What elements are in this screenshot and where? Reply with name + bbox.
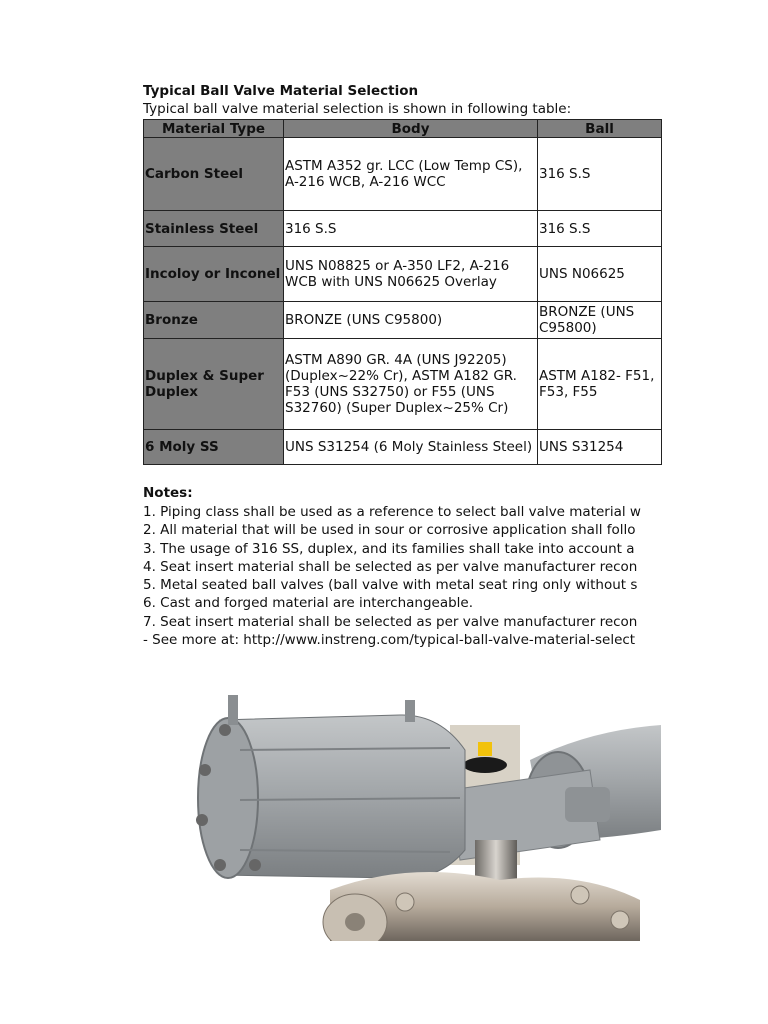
notes-heading: Notes: (143, 485, 193, 501)
cell-body: UNS S31254 (6 Moly Stainless Steel) (284, 430, 538, 465)
intro-text: Typical ball valve material selection is shown in following table: (143, 101, 572, 117)
header-body: Body (284, 120, 538, 138)
cell-body: UNS N08825 or A-350 LF2, A-216 WCB with UNS N06625 Overlay (284, 247, 538, 302)
cell-body: ASTM A352 gr. LCC (Low Temp CS), A-216 WCB, A-216 WCC (284, 138, 538, 211)
cell-body: 316 S.S (284, 211, 538, 247)
cell-ball: UNS N06625 (538, 247, 662, 302)
cell-body: BRONZE (UNS C95800) (284, 302, 538, 339)
notes-list (143, 503, 661, 649)
table-row (144, 339, 662, 430)
cell-material-type: Bronze (144, 302, 284, 339)
cell-ball: 316 S.S (538, 138, 662, 211)
table-row (144, 211, 662, 247)
note-item: 6. Cast and forged material are interchangeable. (143, 595, 474, 612)
table-row (144, 247, 662, 302)
cell-ball: ASTM A182- F51, F53, F55 (538, 339, 662, 430)
table-row (144, 430, 662, 465)
header-ball: Ball (538, 120, 662, 138)
table-row (144, 302, 662, 339)
cell-material-type: Stainless Steel (144, 211, 284, 247)
valve-illustration (180, 690, 661, 941)
cell-material-type: Duplex & Super Duplex (144, 339, 284, 430)
cell-material-type: Carbon Steel (144, 138, 284, 211)
note-item: 5. Metal seated ball valves (ball valve with metal seat ring only without s (143, 577, 638, 594)
cell-material-type: 6 Moly SS (144, 430, 284, 465)
table-header-row (144, 120, 662, 138)
note-item: 7. Seat insert material shall be selected as per valve manufacturer recon (143, 613, 638, 630)
source-link[interactable]: - See more at: http://www.instreng.com/typical-ball-valve-material-select (143, 632, 636, 649)
note-item: 1. Piping class shall be used as a reference to select ball valve material w (143, 504, 641, 520)
note-item: 3. The usage of 316 SS, duplex, and its families shall take into account a (143, 540, 635, 557)
note-item: 2. All material that will be used in sour or corrosive application shall follo (143, 522, 636, 539)
cell-ball: BRONZE (UNS C95800) (538, 302, 662, 339)
table-row (144, 138, 662, 211)
header-material-type: Material Type (144, 120, 284, 138)
ball-valve-photo (180, 690, 661, 941)
cell-material-type: Incoloy or Inconel (144, 247, 284, 302)
section-heading: Typical Ball Valve Material Selection (143, 83, 419, 99)
cell-ball: UNS S31254 (538, 430, 662, 465)
material-table (143, 119, 662, 465)
cell-ball: 316 S.S (538, 211, 662, 247)
cell-body: ASTM A890 GR. 4A (UNS J92205) (Duplex~22% Cr), ASTM A182 GR. F53 (UNS S32750) or F55 (UNS S32760) (Super Duplex~25% Cr) (284, 339, 538, 430)
note-item: 4. Seat insert material shall be selected as per valve manufacturer recon (143, 558, 638, 575)
